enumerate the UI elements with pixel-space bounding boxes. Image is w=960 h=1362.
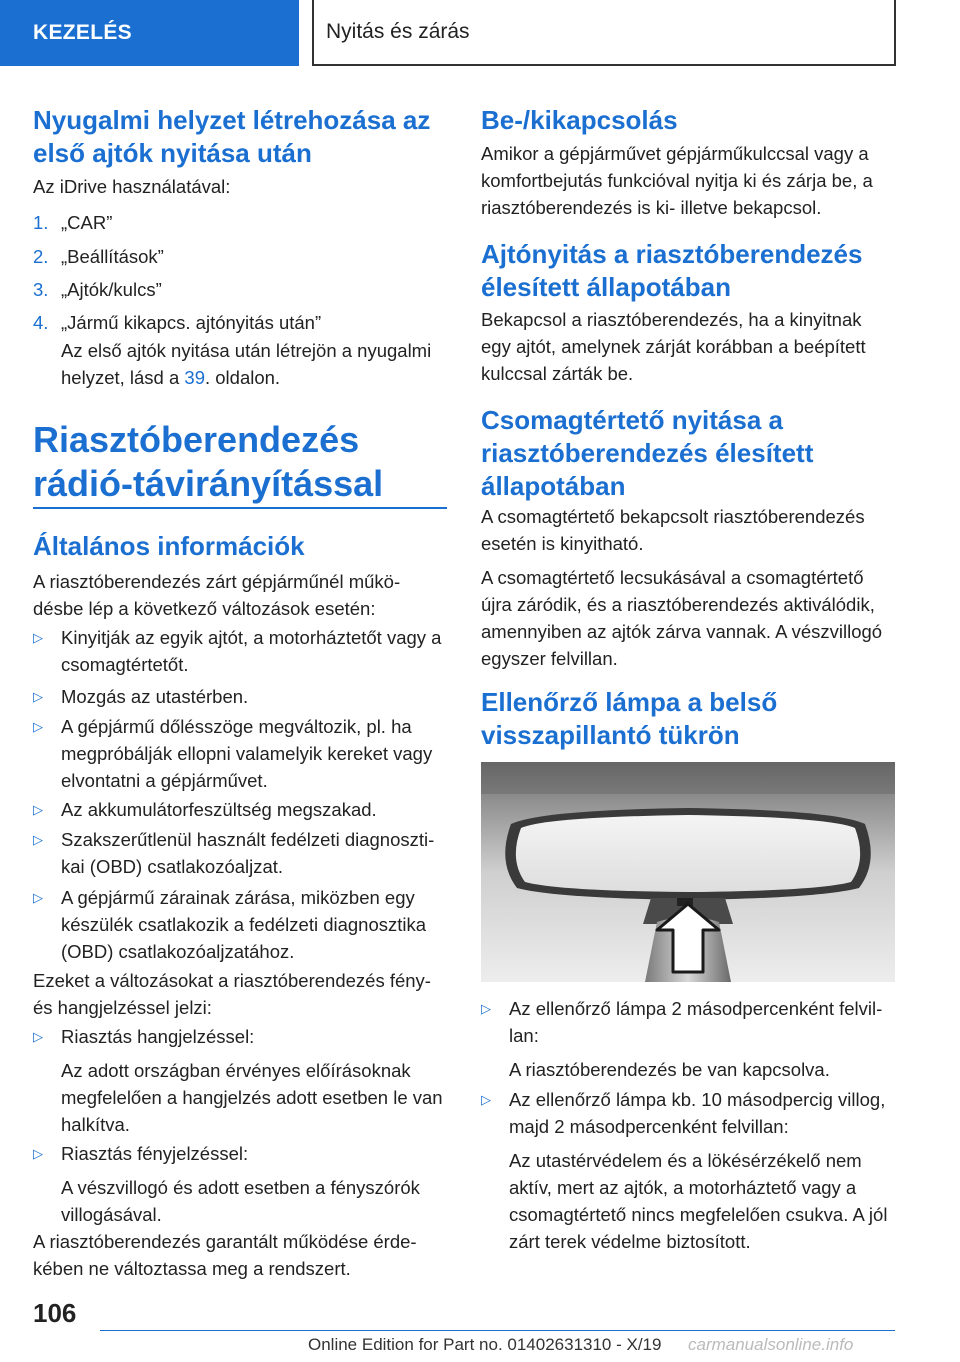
list-item [33,276,447,303]
step-text: „Beállítások” [61,246,164,267]
bullet-text: A gépjármű dőlésszöge megváltozik, pl. ha megpróbálják ellopni valamelyik kereket vagy elvontatni a gépjárművet. [61,716,433,791]
bullet-text: Kinyitják az egyik ajtót, a motorháztetőt vagy a csomagtértetőt. [61,627,442,675]
bullet-note: A vészvillogó és adott esetben a fényszórók villogásával. [61,1177,420,1225]
triangle-right-outline-icon: ▷ [33,630,43,645]
list-item [33,309,447,336]
list-item [33,884,447,965]
step-number: 1. [33,212,49,233]
list-item [481,995,895,1083]
triangle-right-outline-icon: ▷ [33,890,43,905]
watermark-text: carmanualsonline.info [688,1335,854,1354]
triangle-right-outline-icon: ▷ [481,1001,491,1016]
chapter-tab: Nyitás és zárás [312,0,896,66]
mirror-illustration-image [481,762,895,982]
general-intro: A riasztóberendezés zárt gépjárműnél műkö-désbe lép a következő változások esetén: [33,571,401,619]
closing-note: A riasztóberendezés garantált működése érde-kében ne változtassa meg a rendszert. [33,1231,417,1279]
section-title-tailgate: Csomagtértető nyitása a riasztóberendezés élesített állapotában [481,405,814,501]
step-text: „Jármű kikapcs. ajtónyitás után” [61,312,322,333]
idrive-intro: Az iDrive használatával: [33,176,231,197]
bullet-note: A riasztóberendezés be van kapcsolva. [509,1059,830,1080]
bullet-text: Riasztás fényjelzéssel: [61,1143,249,1164]
list-item [33,713,447,794]
page-number: 106 [33,1298,77,1328]
tailgate-text-2: A csomagtértető lecsukásával a csomagtértető újra záródik, és a riasztóberendezés aktiválódik, amennyiben az ajtók zárva vannak. A vészvillogó egyszer felvillan. [481,567,883,669]
step-number: 3. [33,279,49,300]
triangle-right-outline-icon: ▷ [33,802,43,817]
triangle-right-outline-icon: ▷ [33,689,43,704]
section-title-onoff: Be-/kikapcsolás [481,105,678,135]
bullet-note: Az utastérvédelem és a lökésérzékelő nem aktív, mert az ajtók, a motorháztető vagy a csomagtértető nincs megfelelően csukva. A jól zárt terek védelme biztosított. [509,1150,888,1252]
bullet-note: Az adott országban érvényes előírásoknak megfelelően a hangjelzés adott esetben le van halkítva. [61,1060,443,1135]
triangle-right-outline-icon: ▷ [33,832,43,847]
page-reference-link[interactable]: 39 [184,367,205,388]
step-note-text: Az első ajtók nyitása után létrejön a nyugalmi helyzet, lásd a [61,340,432,388]
footer-divider [100,1330,895,1331]
mirror-illustration [481,762,895,982]
bullet-text: Szakszerűtlenül használt fedélzeti diagnoszti-kai (OBD) csatlakozóaljzat. [61,829,435,877]
title-divider [33,507,447,509]
bullet-text: Az ellenőrző lámpa 2 másodpercenként felvil-lan: [509,998,883,1046]
door-opening-text: Bekapcsol a riasztóberendezés, ha a kinyitnak egy ajtót, amelynek zárját korábban a beépített kulccsal zárták be. [481,309,866,384]
section-tab: KEZELÉS [0,0,299,66]
step-note [33,337,447,391]
list-item [33,1023,447,1138]
step-text: „CAR” [61,212,113,233]
triangle-right-outline-icon: ▷ [33,1146,43,1161]
triangle-right-outline-icon: ▷ [481,1092,491,1107]
list-item [33,796,447,823]
step-note-text: . oldalon. [204,367,281,388]
section-title-indicator: Ellenőrző lámpa a belső visszapillantó tükrön [481,687,778,750]
main-title: Riasztóberendezés rádió-távirányítással [33,419,384,504]
edition-text: Online Edition for Part no. 01402631310 - X/19 [308,1335,662,1354]
section-title-general: Általános információk [33,531,305,561]
step-text: „Ajtók/kulcs” [61,279,162,300]
section-title-door-opening: Ajtónyitás a riasztóberendezés élesített állapotában [481,239,863,302]
step-number: 2. [33,246,49,267]
list-item [481,1086,895,1255]
step-number: 4. [33,312,49,333]
list-item [33,1140,447,1228]
triangle-right-outline-icon: ▷ [33,1029,43,1044]
list-item [33,624,447,678]
bullet-text: Az akkumulátorfeszültség megszakad. [61,799,377,820]
triangle-right-outline-icon: ▷ [33,719,43,734]
bullet-text: Az ellenőrző lámpa kb. 10 másodpercig villog, majd 2 másodpercenként felvillan: [509,1089,886,1137]
bullet-text: Mozgás az utastérben. [61,686,249,707]
list-item [33,826,447,880]
section-title-rest-mode: Nyugalmi helyzet létrehozása az első ajtók nyitása után [33,105,431,168]
signal-intro: Ezeket a változásokat a riasztóberendezés fény- és hangjelzéssel jelzi: [33,970,431,1018]
tailgate-text-1: A csomagtértető bekapcsolt riasztóberendezés esetén is kinyitható. [481,506,865,554]
list-item [33,683,447,710]
bullet-text: Riasztás hangjelzéssel: [61,1026,255,1047]
onoff-text: Amikor a gépjárművet gépjárműkulccsal vagy a komfortbejutás funkcióval nyitja ki és zárja be, a riasztóberendezés is ki- illetve bekapcsol. [481,143,873,218]
list-item [33,243,447,270]
list-item [33,209,447,236]
bullet-text: A gépjármű zárainak zárása, miközben egy készülék csatlakozik a fedélzeti diagnosztika (OBD) csatlakozóaljzatához. [61,887,427,962]
